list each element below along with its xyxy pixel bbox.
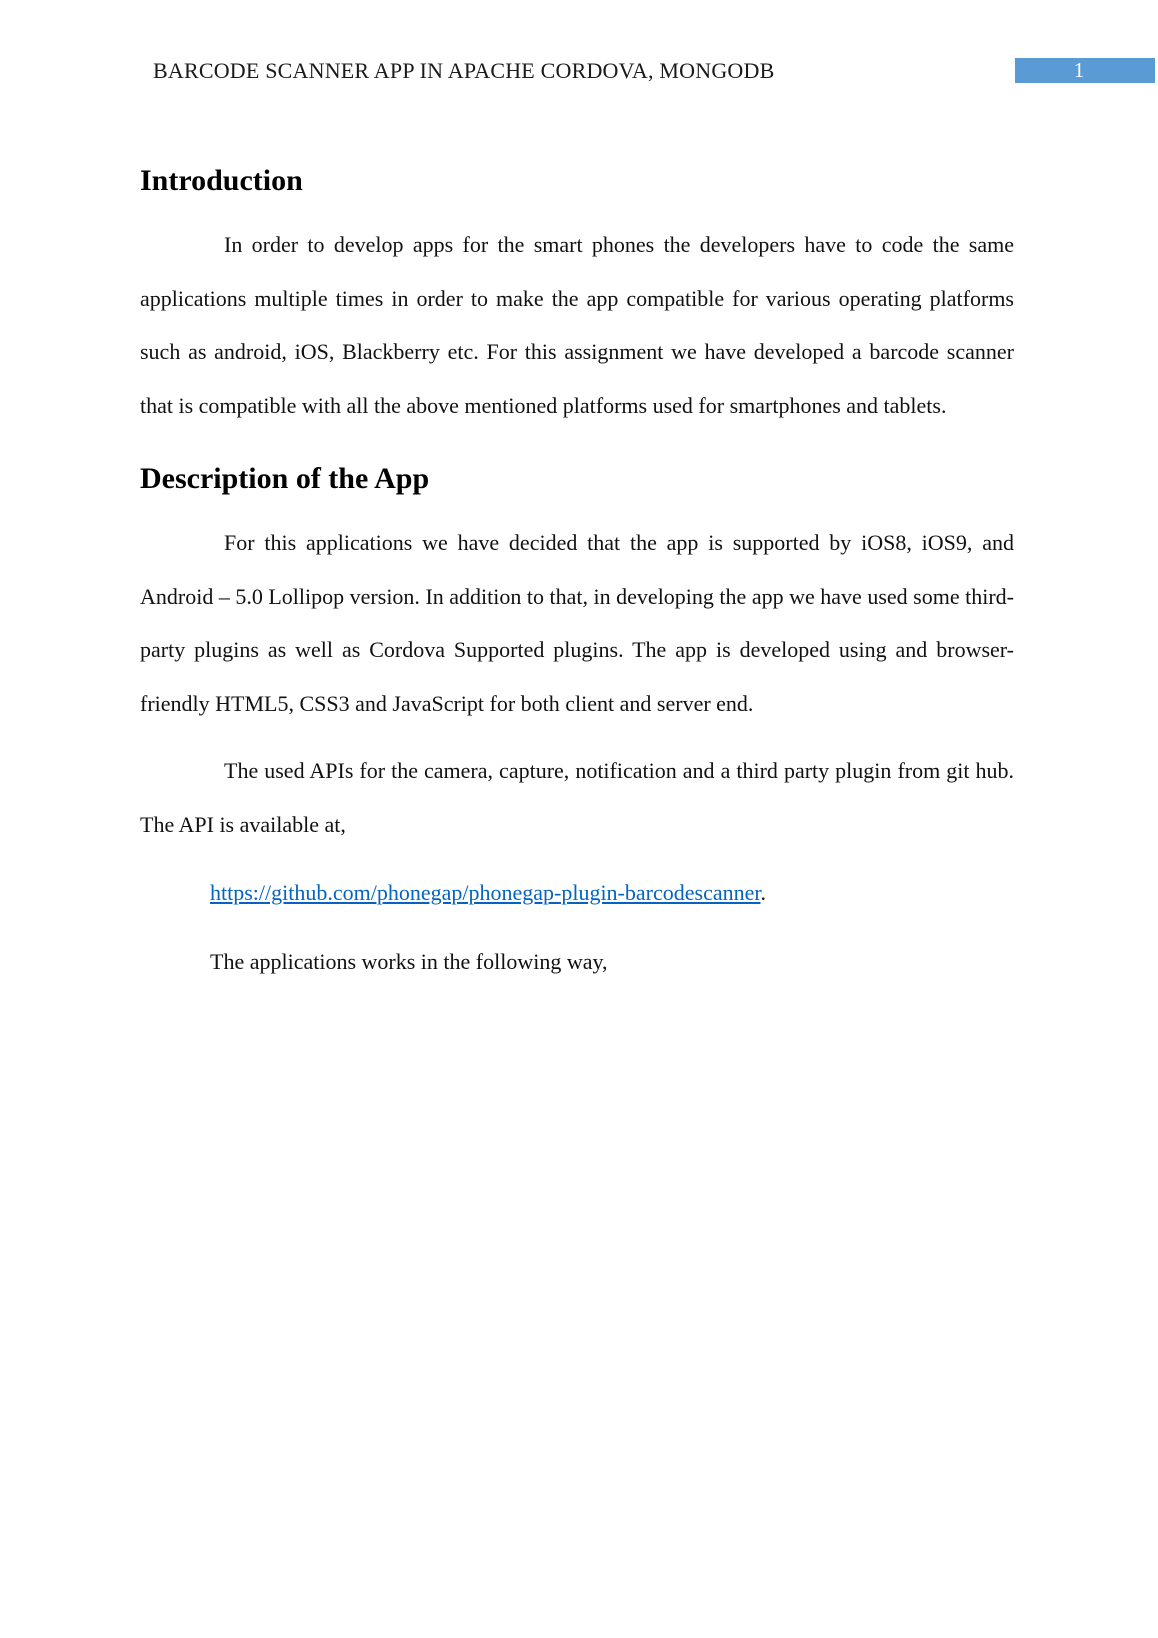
page-number-badge: 1 [1015,58,1155,83]
api-link-line [140,866,1014,920]
api-link[interactable]: https://github.com/phonegap/phonegap-plugin-barcodescanner [210,880,761,905]
description-heading: Description of the App [140,462,430,495]
introduction-paragraph: In order to develop apps for the smart phones the developers have to code the same applications multiple times in order to make the app compatible for various operating platforms such as android, iOS, Blackberry etc. For this assignment we have developed a barcode scanner that is compatible with all the above mentioned platforms used for smartphones and tablets. [140,232,1014,418]
closing-line: The applications works in the following way, [210,948,608,974]
introduction-heading: Introduction [140,164,303,197]
document-body [140,158,1014,988]
description-paragraph-2: The used APIs for the camera, capture, notification and a third party plugin from git hub. The API is available at, [140,758,1014,837]
api-link-suffix: . [760,880,766,905]
description-paragraph-1: For this applications we have decided that the app is supported by iOS8, iOS9, and Android – 5.0 Lollipop version. In addition to that, in developing the app we have used some third-party plugins as well as Cordova Supported plugins. The app is developed using and browser-friendly HTML5, CSS3 and JavaScript for both client and server end. [140,530,1014,716]
running-head-title: BARCODE SCANNER APP IN APACHE CORDOVA, MONGODB [153,58,775,83]
